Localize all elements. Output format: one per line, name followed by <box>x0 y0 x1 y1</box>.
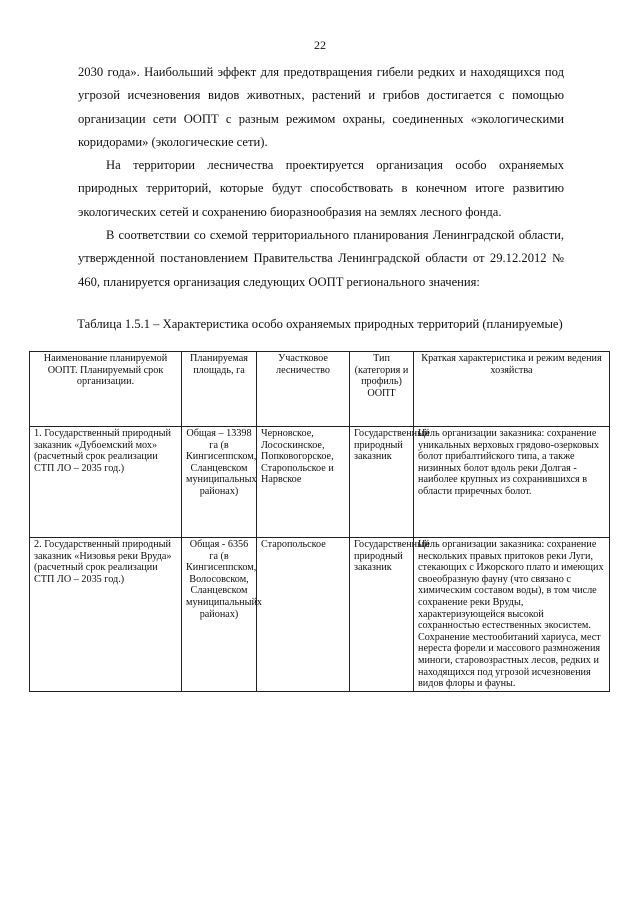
cell-type: Государственный природный заказник <box>350 538 414 692</box>
cell-area: Общая – 13398 га (в Кингисеппском, Сланцевском муниципальных районах) <box>182 427 257 538</box>
header-description: Краткая характеристика и режим ведения хозяйства <box>414 352 610 427</box>
cell-forestry: Старопольское <box>257 538 350 692</box>
cell-description: Цель организации заказника: сохранение уникальных верховых грядово-озерковых болот прибалтийского типа, а также низинных болот вдоль реки Долгая - наиболее крупных из сохранившихся в области приречных болот. <box>414 427 610 538</box>
header-area: Планируемая площадь, га <box>182 352 257 427</box>
cell-forestry: Черновское, Лососкинское, Попковогорское, Старопольское и Нарвское <box>257 427 350 538</box>
header-name: Наименование планируемой ООПТ. Планируемый срок организации. <box>30 352 182 427</box>
cell-type: Государственный природный заказник <box>350 427 414 538</box>
paragraph-forestry: На территории лесничества проектируется организация особо охраняемых природных территорий, которые будут способствовать в конечном итоге развитию экологических сетей и сохранению биоразнообразия на землях лесного фонда. <box>78 158 564 219</box>
cell-description: Цель организации заказника: сохранение нескольких правых притоков реки Луги, стекающих с Ижорского плато и имеющих своеобразную фауну (что связано с химическим составом воды), в том числе сохранение реки Вруды, характеризующейся высокой сохранностью естественных экосистем. Сохранение местообитаний хариуса, мест нереста форели и массового размножения миноги, старовозрастных лесов, редких и находящихся под угрозой исчезновения видов флоры и фауны. <box>414 538 610 692</box>
header-type: Тип (категория и профиль) ООПТ <box>350 352 414 427</box>
paragraph-intro: 2030 года». Наибольший эффект для предотвращения гибели редких и находящихся под угрозой исчезновения видов животных, растений и грибов достигается с помощью организации сети ООПТ с разным режимом охраны, соединенных «экологическими коридорами» (экологические сети). <box>78 65 564 149</box>
table-header-row <box>30 352 610 427</box>
cell-name: 2. Государственный природный заказник «Низовья реки Вруда» (расчетный срок реализации СТП ЛО – 2035 год.) <box>30 538 182 692</box>
page-number: 22 <box>314 38 326 52</box>
table-row <box>30 427 610 538</box>
cell-area: Общая - 6356 га (в Кингисеппском, Волосовском, Сланцевском муниципальныйх районах) <box>182 538 257 692</box>
table-caption: Таблица 1.5.1 – Характеристика особо охраняемых природных территорий (планируемые) <box>77 317 563 331</box>
oopt-table <box>29 351 610 692</box>
header-forestry: Участковое лесничество <box>257 352 350 427</box>
cell-name: 1. Государственный природный заказник «Дубоемский мох» (расчетный срок реализации СТП ЛО – 2035 год.) <box>30 427 182 538</box>
table-row <box>30 538 610 692</box>
paragraph-planning: В соответствии со схемой территориального планирования Ленинградской области, утвержденной постановлением Правительства Ленинградской области от 29.12.2012 № 460, планируется организация следующих ООПТ регионального значения: <box>78 228 564 289</box>
